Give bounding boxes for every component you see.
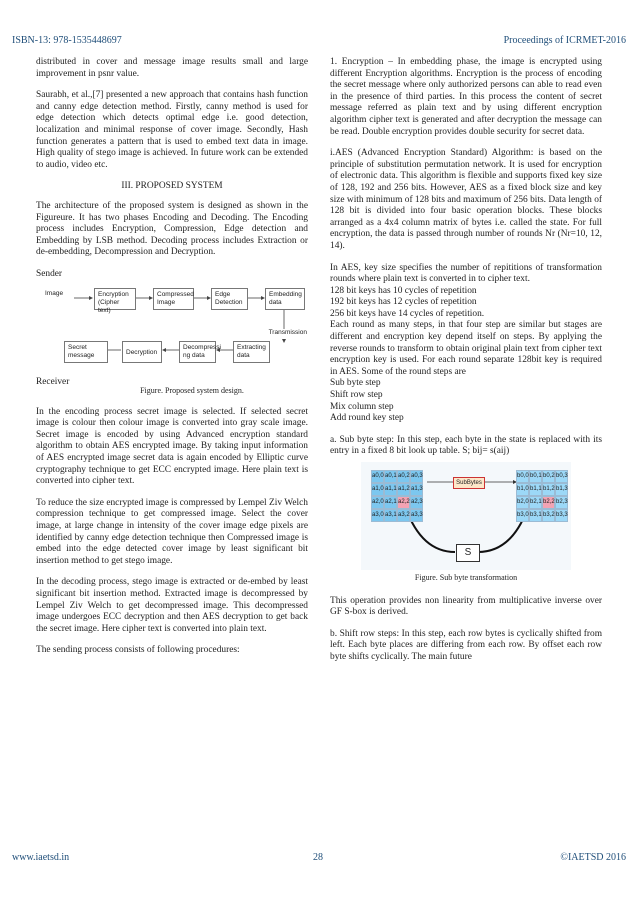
image-box: Image xyxy=(42,288,74,310)
left-paragraph-2: Saurabh, et al.,[7] presented a new approach that contains hash function and canny edge detection method. Firstly, canny method is used for edge detection which detects optimal edge i.e. good detection, localization and minimal response of cover image. Secondly, Hash function generates a pattern that is used to embed text data in image. High quality of stego image is achieved. In future work can be extended to audio, video etc. xyxy=(36,90,308,170)
isbn-header: ISBN-13: 978-1535448697 xyxy=(12,35,122,46)
subbytes-label: SubBytes xyxy=(453,477,485,489)
left-paragraph-6: In the decoding process, stego image is extracted or de-embed by least significant bit insertion method. Extracted image is decompressed by Lempel Ziv Welch to get decompressed image. This decompressed image undergoes ECC decryption and then AES decryption to get back the secret image. Here cipher text is converted into plain text. xyxy=(36,577,308,634)
decompressing-box: Decompressi ng data xyxy=(179,341,216,363)
matrix-a-cell: a2,0 xyxy=(371,496,384,509)
matrix-b-cell: b2,2 xyxy=(542,496,555,509)
matrix-a-cell: a3,1 xyxy=(384,509,397,522)
matrix-b-cell: b2,0 xyxy=(516,496,529,509)
matrix-b-cell: b2,1 xyxy=(529,496,542,509)
matrix-b-cell: b1,1 xyxy=(529,483,542,496)
encryption-box: Encryption (Cipher text) xyxy=(94,288,136,310)
step-mix-column: Mix column step xyxy=(330,401,394,412)
repetition-line-3: 256 bit keys have 14 cycles of repetition. xyxy=(330,308,485,319)
sub-byte-figure xyxy=(361,462,571,570)
matrix-a-cell: a0,0 xyxy=(371,470,384,483)
matrix-b-cell: b3,2 xyxy=(542,509,555,522)
right-paragraph-3: In AES, key size specifies the number of repititions of transformation rounds where plain text is converted in to cipher text. xyxy=(330,262,602,285)
figure-2-caption: Figure. Sub byte transformation xyxy=(414,573,518,582)
embedding-box: Embedding data xyxy=(265,288,305,310)
matrix-b-cell: b0,1 xyxy=(529,470,542,483)
right-paragraph-4: Each round as many steps, in that four step are similar but stages are different and encryption key depend itself on steps. By applying the reverse rounds to transform to obtain original plain text from cipher text encryption key is used. For each round separate 128bit key is required in AES. Some of the round steps are xyxy=(330,320,602,377)
matrix-b-cell: b2,3 xyxy=(555,496,568,509)
left-paragraph-1: distributed in cover and message image results small and large improvement in psnr value. xyxy=(36,57,308,79)
matrix-a-cell: a1,3 xyxy=(410,483,423,496)
matrix-a-cell: a2,3 xyxy=(410,496,423,509)
matrix-b-cell: b1,0 xyxy=(516,483,529,496)
secret-message-box: Secret message xyxy=(64,341,108,363)
matrix-a-cell: a3,3 xyxy=(410,509,423,522)
proceedings-header: Proceedings of ICRMET-2016 xyxy=(503,35,626,46)
right-paragraph-5: a. Sub byte step: In this step, each byte in the state is replaced with its entry in a fixed 8 bit look up table. S; bij= s(aij) xyxy=(330,434,602,457)
matrix-a-cell: a0,1 xyxy=(384,470,397,483)
left-paragraph-7: The sending process consists of following procedures: xyxy=(36,645,240,656)
left-paragraph-4: In the encoding process secret image is selected. If selected secret image is colour then colour image is converted into gray scale image. Secret image is encoded by using Advanced encryption standard algorithm to obtain AES encrypted image. By taking input information of AES encrypted image secret data is again encoded by Elliptic curve cryptography technique to get ECC encrypted image. Here plain text is converted into cipher text. xyxy=(36,406,308,487)
left-column xyxy=(36,57,308,667)
right-paragraph-6: This operation provides non linearity from multiplicative inverse over GF S-box is derived. xyxy=(330,595,602,618)
step-shift-row: Shift row step xyxy=(330,390,383,401)
right-paragraph-7: b. Shift row steps: In this step, each row bytes is cyclically shifted from left. Each byte places are differing from each row. By offset each row byte shifts cyclically. The main future xyxy=(330,628,602,662)
matrix-b-cell: b0,2 xyxy=(542,470,555,483)
system-design-figure xyxy=(36,285,308,377)
repetition-line-1: 128 bit keys has 10 cycles of repetition xyxy=(330,285,477,296)
edge-detection-box: Edge Detection xyxy=(211,288,248,310)
matrix-a-cell: a1,0 xyxy=(371,483,384,496)
footer-page-number: 28 xyxy=(313,852,323,863)
matrix-b-cell: b3,1 xyxy=(529,509,542,522)
matrix-b-cell: b1,2 xyxy=(542,483,555,496)
matrix-a-cell: a2,2 xyxy=(397,496,410,509)
matrix-b-cell: b3,3 xyxy=(555,509,568,522)
matrix-a-cell: a0,3 xyxy=(410,470,423,483)
matrix-a-cell: a1,1 xyxy=(384,483,397,496)
matrix-b-cell: b0,3 xyxy=(555,470,568,483)
s-box: S xyxy=(456,544,480,562)
left-paragraph-5: To reduce the size encrypted image is compressed by Lempel Ziv Welch compression technique to get compressed image. Select the cover image, at large change in intensity of the cover image edge pixels are identified by canny edge detection technique then Compressed image is embed into the edge detected cover image by least significant bit insertion method to get stego image. xyxy=(36,497,308,566)
right-column xyxy=(330,57,602,674)
matrix-a-cell: a1,2 xyxy=(397,483,410,496)
matrix-a-cell: a0,2 xyxy=(397,470,410,483)
matrix-a-cell: a3,2 xyxy=(397,509,410,522)
step-add-round-key: Add round key step xyxy=(330,413,404,424)
right-paragraph-1: 1. Encryption – In embedding phase, the image is encrypted using different Encryption algorithms. Encryption is the process of encoding the secret message where only authorized persons can able to read even in the presence of third parties. In this process the content of secret message referred as plain text and by using different encryption algorithm cipher text is generated and after decryption the message can be read. Double encryption provides double security for secret data. xyxy=(330,57,602,137)
sender-label: Sender xyxy=(36,268,63,279)
transmission-label: Transmission xyxy=(257,329,307,339)
decryption-box: Decryption xyxy=(122,341,162,363)
matrix-a-cell: a3,0 xyxy=(371,509,384,522)
footer-website: www.iaetsd.in xyxy=(12,852,70,863)
left-paragraph-3: The architecture of the proposed system is designed as shown in the Figureure. It has two phases Encoding and Decoding. The Encoding process includes Encryption, Compression, Edge detection and Embedding by LSB method. Decoding process includes Extraction or de-embedding, Decompression and Decryption. xyxy=(36,200,308,258)
repetition-line-2: 192 bit keys has 12 cycles of repetition xyxy=(330,297,477,308)
figure-1-caption: Figure. Proposed system design. xyxy=(140,386,244,396)
matrix-a-cell: a2,1 xyxy=(384,496,397,509)
matrix-b-cell: b1,3 xyxy=(555,483,568,496)
compressed-box: Compressed Image xyxy=(153,288,194,310)
step-sub-byte: Sub byte step xyxy=(330,378,381,389)
extracting-box: Extracting data xyxy=(233,341,270,363)
receiver-label: Receiver xyxy=(36,376,70,387)
right-paragraph-2: i.AES (Advanced Encryption Standard) Algorithm: is based on the principle of substitution permutation network. It is used for encryption of electronic data. This algorithm is flexible and supports fixed key size of 128, 192 and 256 bits. However, AES as a fixed block size and key size with minimum of 128 bits and maximum of 256 bits. Data length of 128 bit is divided into four basic operation blocks. These blocks arranged as a 4x4 column matrix of bytes i.e. called the state. For full encryption, the data is passed through number of rounds Nr (Nr=10, 12, 14). xyxy=(330,148,602,251)
section-heading: III. PROPOSED SYSTEM xyxy=(121,181,223,192)
matrix-b-cell: b3,0 xyxy=(516,509,529,522)
footer-copyright: ©IAETSD 2016 xyxy=(560,852,626,863)
matrix-b-cell: b0,0 xyxy=(516,470,529,483)
